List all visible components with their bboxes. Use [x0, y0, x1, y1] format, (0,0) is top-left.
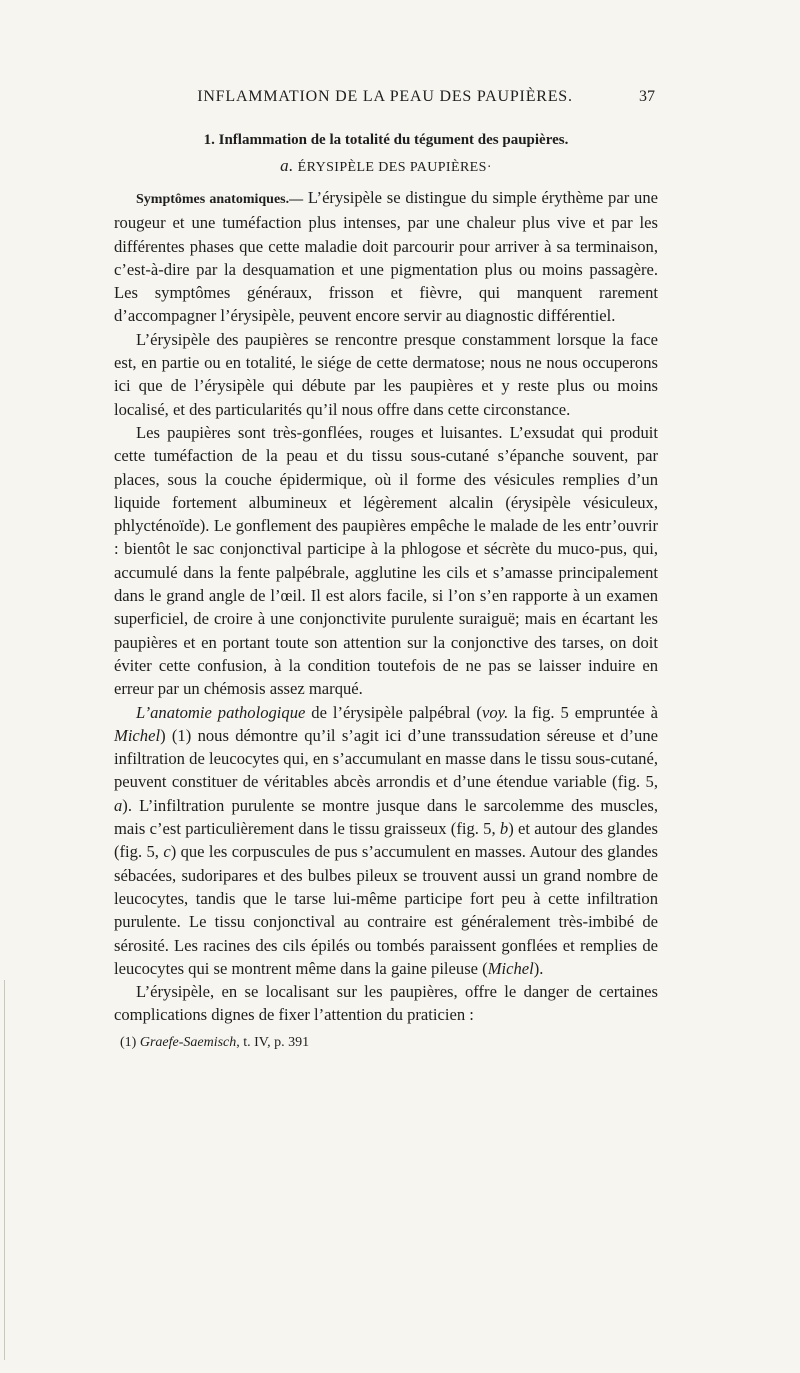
italic-lead: L’anatomie pathologique [136, 702, 306, 722]
page-body [114, 126, 658, 1053]
figure-ref-c: c [163, 842, 171, 862]
paragraph-symptomes [114, 186, 658, 328]
text-run: ) que les corpuscules de pus s’accumulent en masses. Autour des glandes sébacées, sudoripares et des bulbes pileux se trouvent aussi un grand nombre de leucocytes, tandis que le tarse lui-même participe fort peu à cette infiltration purulente. Le tissu conjonctival au contraire est généralement très-imbibé de sérosité. Les racines des cils épilés ou tombés paraissent gonflées et remplies de leucocytes qui se montrent même dans la gaine pileuse ( [114, 842, 658, 978]
author-michel: Michel [114, 725, 161, 745]
text-run: de l’érysipèle palpébral ( [305, 702, 482, 722]
text-run: ). L’infiltration purulente se montre jusque dans le sarcolemme des muscles, mais c’est particulièrement dans le tissu graisseux (fig. 5, [114, 795, 658, 839]
subsection-heading [114, 154, 658, 180]
page-number: 37 [639, 88, 655, 105]
subsection-title: ÉRYSIPÈLE DES PAUPIÈRES· [297, 160, 492, 175]
paragraph-text: L’érysipèle se distingue du simple érythème par une rougeur et une tuméfaction plus intenses, par une chaleur plus vive et par les différentes phases que cette maladie doit parcourir pour arriver à sa terminaison, c’est-à-dire par la desquamation et une pigmentation plus ou moins passagère. Les symptômes généraux, frisson et fièvre, qui manquent rarement d’accompagner l’érysipèle, peuvent encore servir au diagnostic différentiel. [114, 188, 658, 326]
footnote-author: Graefe-Saemisch [139, 1034, 237, 1050]
figure-ref-a: a [114, 795, 123, 815]
author-michel: Michel [487, 958, 534, 978]
text-run: ). [533, 958, 544, 978]
running-head [115, 88, 655, 112]
italic-voy: voy. [481, 702, 509, 722]
footnote [114, 1033, 658, 1053]
subsection-letter: a. [280, 156, 294, 175]
paragraph-gonflement: Les paupières sont très-gonflées, rouges et luisantes. L’exsudat qui produit cette tuméfaction de la peau et du tissu sous-cutané s’épanche souvent, par places, sous la couche épidermique, où il forme des vésicules remplies d’un liquide fortement albumineux et légèrement alcalin (érysipèle vésiculeux, phlycténoïde). Le gonflement des paupières empêche le malade de les entr’ouvrir : bientôt le sac conjonctival participe à la phlogose et sécrète du muco-pus, qui, accumulé dans la fente palpébrale, agglutine les cils et s’amasse principalement dans le grand angle de l’œil. Il est alors facile, si l’on s’en rapporte à un examen superficiel, de croire à une conjonctivite purulente suraiguë; mais en écartant les paupières et en portant toute son attention sur la conjonctive des tarses, on doit éviter cette confusion, à la condition toutefois de ne pas se laisser induire en erreur par un chémosis assez marqué. [114, 422, 658, 699]
section-heading: 1. Inflammation de la totalité du tégument des paupières. [203, 132, 569, 148]
paragraph-anatomie [114, 701, 658, 981]
footnote-marker: (1) [120, 1034, 137, 1050]
text-run: ) et autour des glandes (fig. 5, [114, 819, 658, 862]
footnote-reference: , t. IV, p. 391 [236, 1034, 310, 1050]
text-run: la fig. 5 empruntée à [508, 702, 658, 722]
paragraph-localisation: L’érysipèle des paupières se rencontre presque constamment lorsque la face est, en partie ou en totalité, le siége de cette dermatose; nous ne nous occuperons ici que de l’érysipèle qui débute par les paupières et y reste plus ou moins localisé, et des particularités qu’il nous offre dans cette circonstance. [114, 329, 658, 419]
running-title: INFLAMMATION DE LA PEAU DES PAUPIÈRES. [197, 88, 573, 105]
page-gutter-line [4, 980, 5, 1360]
figure-ref-b: b [499, 819, 509, 839]
runin-heading: Symptômes anatomiques.— [136, 192, 304, 207]
text-run: ) (1) nous démontre qu’il s’agit ici d’une transsudation séreuse et d’une infiltration de leucocytes qui, en s’accumulant en masse dans le tissu sous-cutané, peuvent constituer de véritables abcès arrondis et d’une étendue variable (fig. 5, [114, 725, 658, 792]
paragraph-complications: L’érysipèle, en se localisant sur les paupières, offre le danger de certaines complications dignes de fixer l’attention du praticien : [114, 982, 658, 1025]
